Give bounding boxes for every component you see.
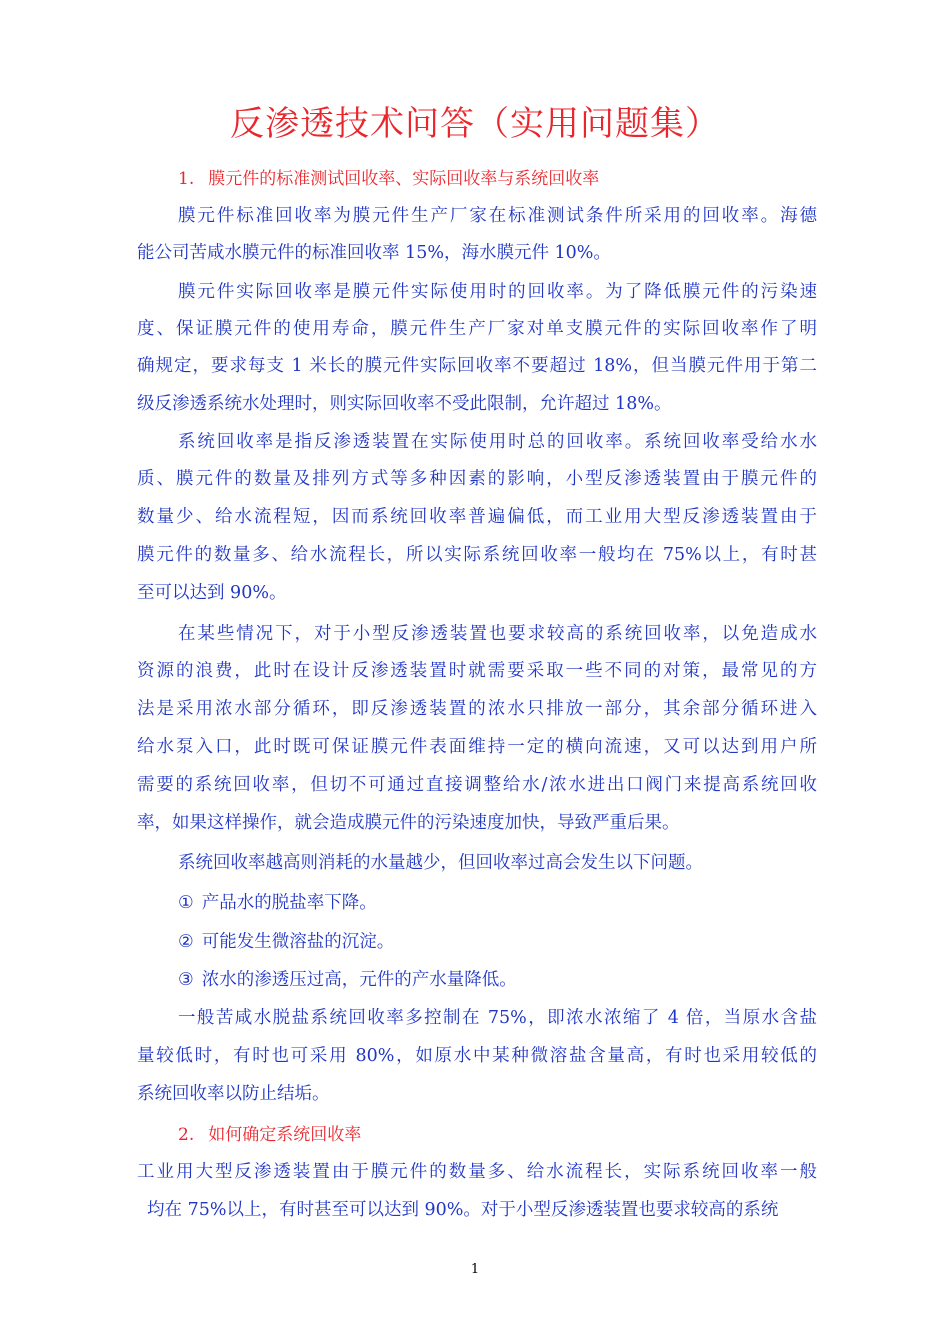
section-heading-text: 如何确定系统回收率 — [208, 1125, 362, 1145]
section-heading-1 — [178, 164, 599, 189]
list-item-text: 可能发生微溶盐的沉淀。 — [201, 932, 395, 952]
section-number: 2. — [178, 1125, 195, 1145]
list-item — [178, 889, 858, 914]
paragraph-line: 能公司苦咸水膜元件的标准回收率 15%，海水膜元件 10%。 — [137, 243, 611, 263]
paragraph-line: 量较低时，有时也可采用 80%，如原水中某种微溶盐含量高，有时也采用较低的 — [137, 1046, 817, 1066]
paragraph-line: 需要的系统回收率，但切不可通过直接调整给水/浓水进出口阀门来提高系统回收 — [137, 775, 817, 795]
paragraph-line: 一般苦咸水脱盐系统回收率多控制在 75%，即浓水浓缩了 4 倍，当原水含盐 — [178, 1008, 817, 1028]
list-marker: ③ — [178, 970, 194, 990]
paragraph-line: 膜元件的数量多、给水流程长，所以实际系统回收率一般均在 75%以上，有时甚 — [137, 545, 817, 565]
section-heading-2 — [178, 1120, 361, 1145]
paragraph-line: 系统回收率以防止结垢。 — [137, 1084, 330, 1104]
paragraph-line: 给水泵入口，此时既可保证膜元件表面维持一定的横向流速，又可以达到用户所 — [137, 737, 817, 757]
paragraph-line: 系统回收率是指反渗透装置在实际使用时总的回收率。系统回收率受给水水 — [178, 432, 817, 452]
paragraph-line: 确规定，要求每支 1 米长的膜元件实际回收率不要超过 18%，但当膜元件用于第二 — [137, 356, 817, 376]
paragraph-line: 系统回收率越高则消耗的水量越少，但回收率过高会发生以下问题。 — [178, 853, 703, 873]
list-item — [178, 966, 858, 991]
paragraph-line: 数量少、给水流程短，因而系统回收率普遍偏低，而工业用大型反渗透装置由于 — [137, 507, 817, 527]
section-number: 1. — [178, 169, 195, 189]
paragraph-line: 度、保证膜元件的使用寿命，膜元件生产厂家对单支膜元件的实际回收率作了明 — [137, 319, 817, 339]
paragraph-line: 在某些情况下，对于小型反渗透装置也要求较高的系统回收率，以免造成水 — [178, 624, 817, 644]
list-marker: ① — [178, 893, 194, 913]
paragraph-line: 率，如果这样操作，就会造成膜元件的污染速度加快，导致严重后果。 — [137, 813, 680, 833]
paragraph-line: 膜元件标准回收率为膜元件生产厂家在标准测试条件所采用的回收率。海德 — [178, 206, 817, 226]
paragraph-line: 膜元件实际回收率是膜元件实际使用时的回收率。为了降低膜元件的污染速 — [178, 282, 817, 302]
section-heading-text: 膜元件的标准测试回收率、实际回收率与系统回收率 — [208, 169, 600, 189]
paragraph-line: 均在 75%以上，有时甚至可以达到 90%。对于小型反渗透装置也要求较高的系统 — [147, 1200, 779, 1220]
page-number: 1 — [470, 1262, 480, 1277]
paragraph-line: 法是采用浓水部分循环，即反渗透装置的浓水只排放一部分，其余部分循环进入 — [137, 699, 817, 719]
paragraph-line: 工业用大型反渗透装置由于膜元件的数量多、给水流程长，实际系统回收率一般 — [137, 1162, 817, 1182]
paragraph-line: 质、膜元件的数量及排列方式等多种因素的影响，小型反渗透装置由于膜元件的 — [137, 469, 817, 489]
list-marker: ② — [178, 932, 194, 952]
paragraph-line: 资源的浪费，此时在设计反渗透装置时就需要采取一些不同的对策，最常见的方 — [137, 661, 817, 681]
page-title: 反渗透技术问答（实用问题集） — [230, 104, 720, 144]
paragraph-line: 级反渗透系统水处理时，则实际回收率不受此限制，允许超过 18%。 — [137, 394, 672, 414]
paragraph-line: 至可以达到 90%。 — [137, 583, 287, 603]
list-item-text: 浓水的渗透压过高，元件的产水量降低。 — [201, 970, 517, 990]
list-item — [178, 928, 858, 953]
list-item-text: 产品水的脱盐率下降。 — [201, 893, 377, 913]
